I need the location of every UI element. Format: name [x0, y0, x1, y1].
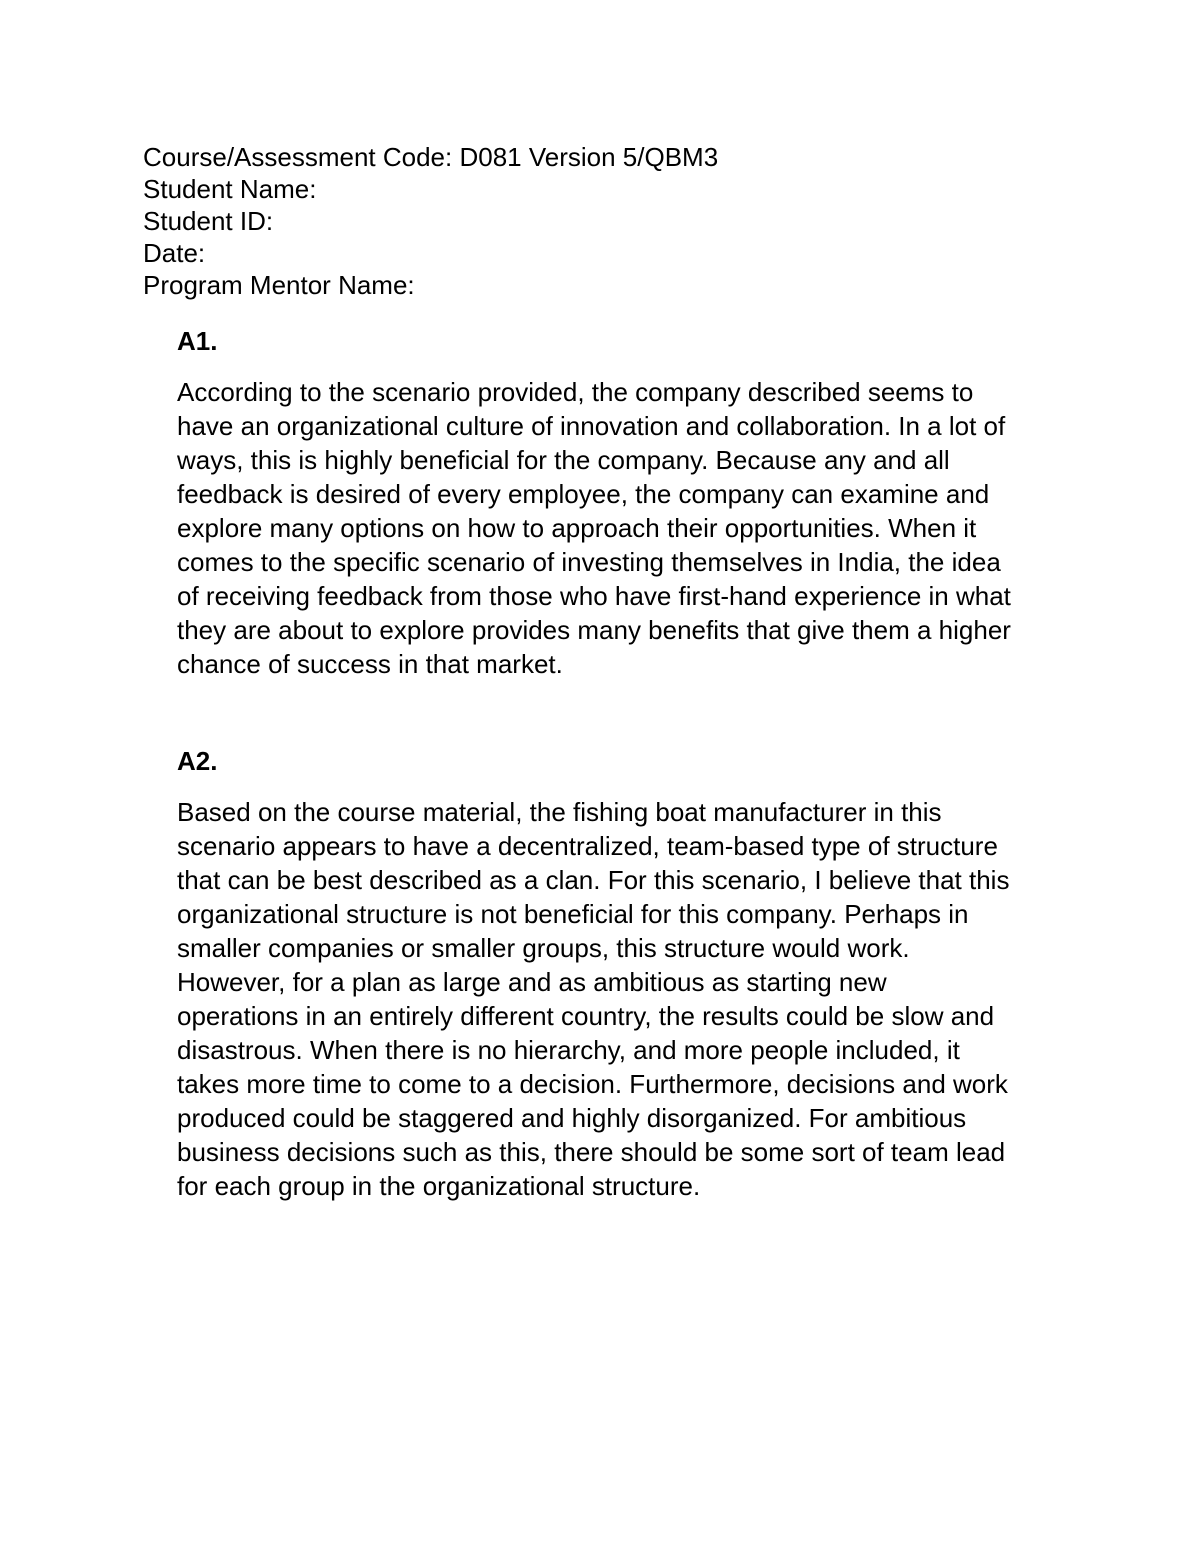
paragraph-line: ways, this is highly beneficial for the company. Because any and all — [177, 445, 950, 475]
paragraph-line: However, for a plan as large and as ambitious as starting new — [177, 967, 887, 997]
section-a1 — [177, 325, 1077, 681]
section-heading: A2. — [177, 746, 218, 776]
paragraph-line: According to the scenario provided, the company described seems to — [177, 377, 974, 407]
section-a2 — [177, 745, 1077, 1203]
student-id-label: Student ID: — [143, 206, 274, 236]
paragraph-line: Based on the course material, the fishing boat manufacturer in this — [177, 797, 942, 827]
paragraph-line: they are about to explore provides many benefits that give them a higher — [177, 615, 1011, 645]
paragraph-line: of receiving feedback from those who have first-hand experience in what — [177, 581, 1011, 611]
paragraph-line: comes to the specific scenario of investing themselves in India, the idea — [177, 547, 1001, 577]
paragraph-line: that can be best described as a clan. For this scenario, I believe that this — [177, 865, 1010, 895]
paragraph-line: scenario appears to have a decentralized, team-based type of structure — [177, 831, 998, 861]
paragraph-line: takes more time to come to a decision. Furthermore, decisions and work — [177, 1069, 1008, 1099]
section-heading: A1. — [177, 326, 218, 356]
paragraph-line: chance of success in that market. — [177, 649, 563, 679]
paragraph-line: produced could be staggered and highly disorganized. For ambitious — [177, 1103, 967, 1133]
document-header — [143, 141, 718, 301]
paragraph-line: organizational structure is not beneficial for this company. Perhaps in — [177, 899, 969, 929]
program-mentor-label: Program Mentor Name: — [143, 270, 415, 300]
paragraph-line: smaller companies or smaller groups, this structure would work. — [177, 933, 910, 963]
paragraph-line: operations in an entirely different country, the results could be slow and — [177, 1001, 995, 1031]
section-paragraph — [177, 795, 1077, 1203]
paragraph-line: feedback is desired of every employee, the company can examine and — [177, 479, 990, 509]
paragraph-line: disastrous. When there is no hierarchy, and more people included, it — [177, 1035, 960, 1065]
course-assessment-code: Course/Assessment Code: D081 Version 5/QBM3 — [143, 142, 719, 172]
date-label: Date: — [143, 238, 206, 268]
paragraph-line: business decisions such as this, there should be some sort of team lead — [177, 1137, 1006, 1167]
paragraph-line: explore many options on how to approach their opportunities. When it — [177, 513, 977, 543]
paragraph-line: have an organizational culture of innovation and collaboration. In a lot of — [177, 411, 1006, 441]
paragraph-line: for each group in the organizational structure. — [177, 1171, 701, 1201]
section-paragraph — [177, 375, 1077, 681]
student-name-label: Student Name: — [143, 174, 317, 204]
